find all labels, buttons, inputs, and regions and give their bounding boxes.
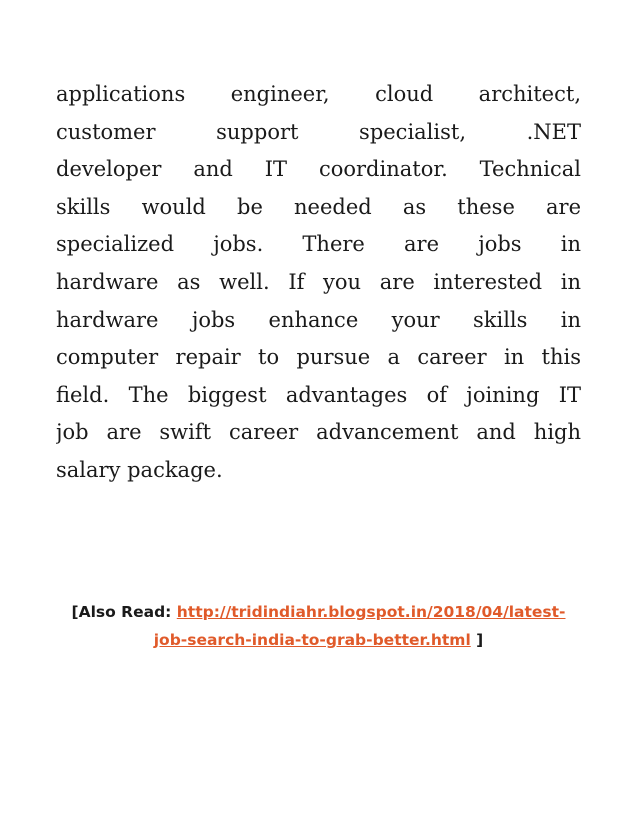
also-read-note — [56, 598, 581, 654]
also-read-link-line-1: http://tridindiahr.blogspot.in/2018/04/latest- — [176, 603, 566, 621]
paragraph-line: job are swift career advancement and high — [56, 420, 581, 445]
paragraph-line: specialized jobs. There are jobs in — [56, 232, 581, 257]
paragraph-line: applications engineer, cloud architect, — [56, 82, 581, 106]
paragraph-line: computer repair to pursue a career in this — [56, 345, 581, 370]
paragraph-line: hardware as well. If you are interested in — [56, 269, 581, 294]
paragraph-line: salary package. — [56, 457, 223, 482]
paragraph-line: customer support specialist, .NET — [56, 119, 581, 144]
also-read-link[interactable] — [154, 603, 566, 649]
paragraph-line: developer and IT coordinator. Technical — [56, 157, 581, 182]
body-paragraph — [56, 76, 581, 490]
also-read-link-line-2: job-search-india-to-grab-better.html — [153, 631, 471, 649]
paragraph-line: field. The biggest advantages of joining IT — [56, 382, 581, 407]
paragraph-line: skills would be needed as these are — [56, 194, 581, 219]
also-read-prefix: [Also Read: — [71, 603, 177, 621]
paragraph-line: hardware jobs enhance your skills in — [56, 307, 581, 332]
also-read-suffix: ] — [470, 631, 484, 649]
